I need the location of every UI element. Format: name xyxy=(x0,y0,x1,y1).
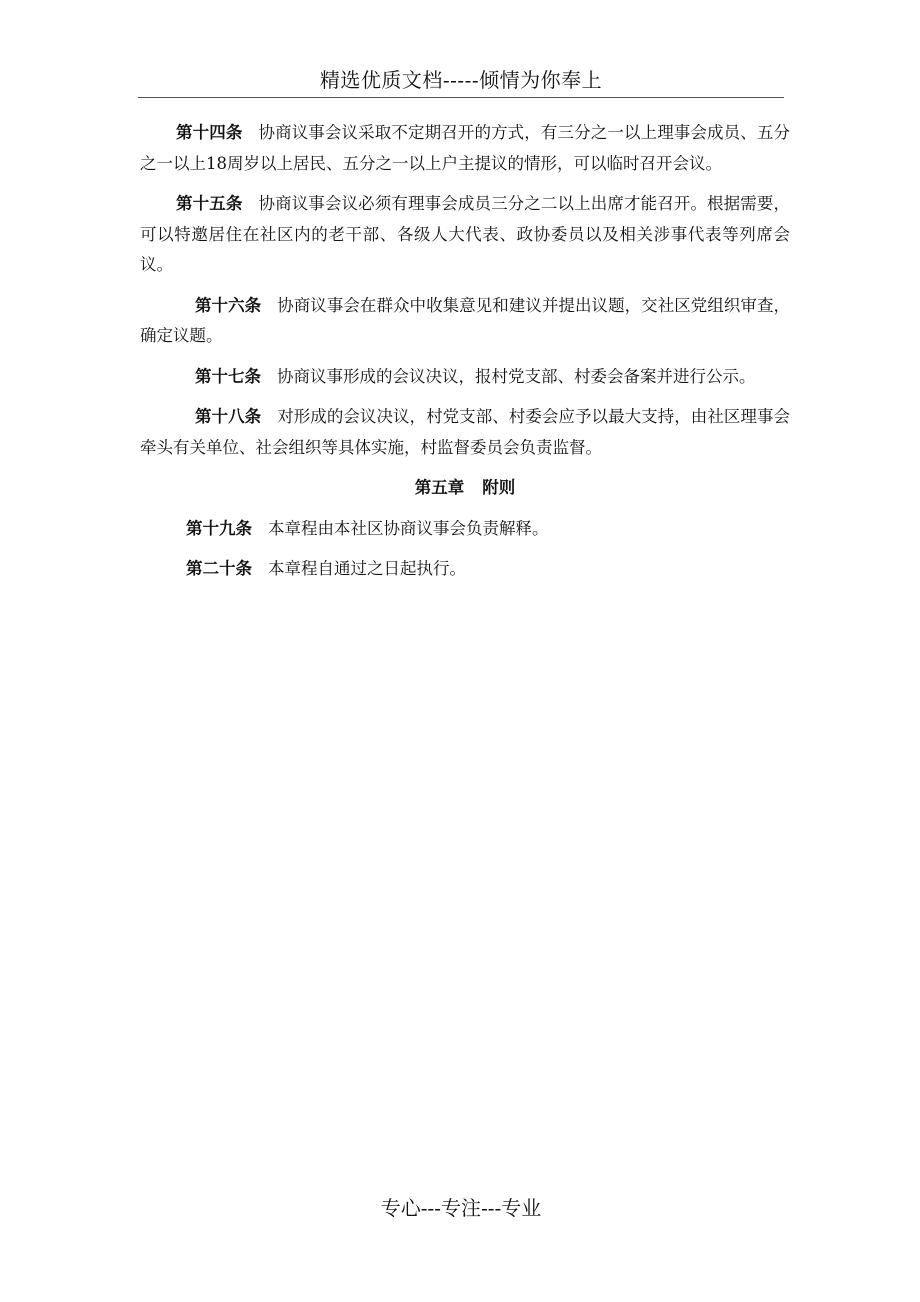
article-number: 第二十条 xyxy=(186,559,252,578)
article-number: 第十八条 xyxy=(195,407,262,426)
chapter-heading xyxy=(140,473,790,504)
article-text: 对形成的会议决议，村党支部、村委会应予以最大支持，由社区理事会牵头有关单位、社会组织等具体实施，村监督委员会负责监督。 xyxy=(140,407,791,457)
article-15 xyxy=(140,189,790,281)
article-text: 协商议事会在群众中收集意见和建议并提出议题，交社区党组织审查，确定议题。 xyxy=(140,295,791,345)
article-14 xyxy=(140,118,790,179)
article-20 xyxy=(140,554,790,585)
article-text: 协商议事会议采取不定期召开的方式，有三分之一以上理事会成员、五分之一以上18周岁以上居民、五分之一以上户主提议的情形，可以临时召开会议。 xyxy=(140,123,791,173)
chapter-number: 第五章 xyxy=(414,478,465,497)
article-number: 第十九条 xyxy=(186,518,252,538)
article-18 xyxy=(140,402,790,463)
article-number: 第十四条 xyxy=(176,123,243,142)
page-header: 精选优质文档-----倾情为你奉上 xyxy=(319,68,603,92)
article-17 xyxy=(140,362,790,393)
chapter-title: 附则 xyxy=(482,478,516,497)
article-number: 第十六条 xyxy=(195,295,262,315)
article-19 xyxy=(140,514,790,545)
article-text: 本章程自通过之日起执行。 xyxy=(268,559,466,578)
header-rule xyxy=(138,97,784,98)
page-footer: 专心---专注---专业 xyxy=(380,1196,542,1220)
document-body xyxy=(140,118,790,595)
article-number: 第十七条 xyxy=(195,366,261,386)
article-number: 第十五条 xyxy=(176,194,243,213)
article-text: 协商议事形成的会议决议，报村党支部、村委会备案并进行公示。 xyxy=(277,366,756,386)
article-text: 协商议事会议必须有理事会成员三分之二以上出席才能召开。根据需要，可以特邀居住在社区内的老干部、各级人大代表、政协委员以及相关涉事代表等列席会议。 xyxy=(140,194,791,274)
article-text: 本章程由本社区协商议事会负责解释。 xyxy=(268,518,549,538)
article-16 xyxy=(140,291,790,352)
